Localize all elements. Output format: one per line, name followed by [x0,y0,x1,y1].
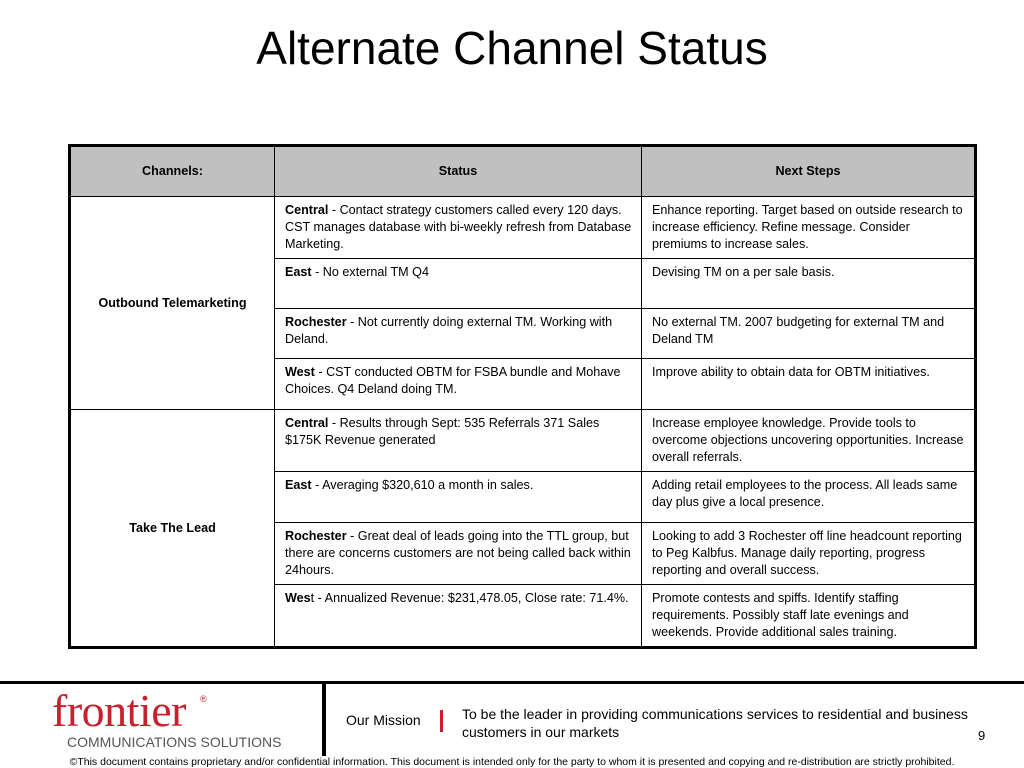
header-next-steps: Next Steps [642,146,976,197]
slide-title: Alternate Channel Status [256,22,768,74]
next-steps-cell: Improve ability to obtain data for OBTM initiatives. [642,359,976,410]
next-steps-cell: Increase employee knowledge. Provide tools to overcome objections uncovering opportunities. Increase overall referrals. [642,410,976,472]
logo-registered-mark: ® [200,694,207,704]
region-label: Wes [285,591,311,605]
next-steps-cell: Promote contests and spiffs. Identify staffing requirements. Possibly staff late evenings and weekends. Provide additional sales training. [642,585,976,648]
footer-vertical-divider [322,684,326,756]
channel-take-the-lead: Take The Lead [70,410,275,648]
mission-label: Our Mission [346,712,421,728]
region-label: Central [285,203,329,217]
status-text: - Results through Sept: 535 Referrals 371 Sales $175K Revenue generated [285,416,600,447]
status-text: - Averaging $320,610 a month in sales. [311,478,534,492]
header-status: Status [275,146,642,197]
region-label: Central [285,416,329,430]
next-steps-cell: Enhance reporting. Target based on outside research to increase efficiency. Refine message. Consider premiums to increase sales. [642,197,976,259]
logo-wordmark: frontier [52,685,186,736]
mission-statement: To be the leader in providing communications services to residential and business customers in our markets [462,706,968,740]
status-text: t - Annualized Revenue: $231,478.05, Close rate: 71.4%. [310,591,629,605]
status-cell [275,309,642,359]
status-cell [275,523,642,585]
status-text: - Contact strategy customers called every 120 days. CST manages database with bi-weekly refresh from Database Marketing. [285,203,632,251]
channel-status-table [68,144,977,649]
table-row [70,197,976,259]
copyright-notice: ©This document contains proprietary and/or confidential information. This document is intended only for the party to whom it is presented and copying and re-distribution are strictly prohibited. [69,756,955,768]
status-text: - CST conducted OBTM for FSBA bundle and Mohave Choices. Q4 Deland doing TM. [285,365,621,396]
status-cell [275,259,642,309]
status-text: - Not currently doing external TM. Working with Deland. [285,315,613,346]
next-steps-cell: Looking to add 3 Rochester off line headcount reporting to Peg Kalbfus. Manage daily reporting, progress reporting and overall success. [642,523,976,585]
table-header-row [70,146,976,197]
footer-divider [0,681,1024,684]
page-number: 9 [978,728,986,743]
logo-subtitle: COMMUNICATIONS SOLUTIONS [67,734,282,750]
next-steps-cell: No external TM. 2007 budgeting for external TM and Deland TM [642,309,976,359]
region-label: Rochester [285,529,347,543]
next-steps-cell: Adding retail employees to the process. All leads same day plus give a local presence. [642,472,976,523]
status-cell [275,472,642,523]
region-label: Rochester [285,315,347,329]
region-label: West [285,365,315,379]
table-row [70,410,976,472]
region-label: East [285,478,312,492]
status-cell [275,410,642,472]
region-label: East [285,265,312,279]
next-steps-cell: Devising TM on a per sale basis. [642,259,976,309]
status-text: - Great deal of leads going into the TTL group, but there are concerns customers are not being called back within 24hours. [285,529,631,577]
mission-separator [440,710,443,732]
channel-outbound-telemarketing: Outbound Telemarketing [70,197,275,410]
status-cell [275,585,642,648]
status-text: - No external TM Q4 [311,265,429,279]
frontier-logo [52,685,282,754]
status-cell [275,197,642,259]
header-channels: Channels: [70,146,275,197]
status-cell [275,359,642,410]
